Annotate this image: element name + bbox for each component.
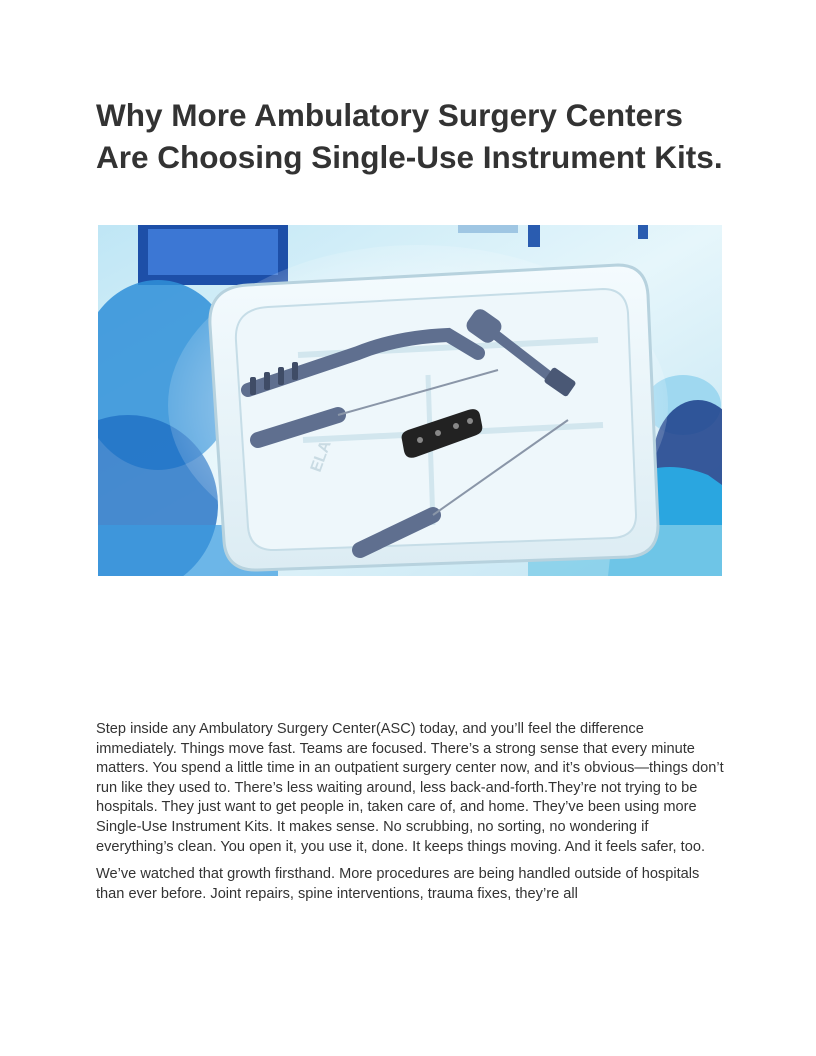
article-paragraph-1: Step inside any Ambulatory Surgery Center(ASC) today, and you’ll feel the difference immediately. Things move fast. Teams are focused. There’s a strong sense that every minute matters. You spend a little time in an outpatient surgery center now, and it’s obvious—things don’t run like they used to. There’s less waiting around, less back-and-forth.They’re not trying to be hospitals. They just want to get people in, taken care of, and home. They’ve been using more Single-Use Instrument Kits. It makes sense. No scrubbing, no sorting, no wondering if everything’s clean. You open it, you use it, done. It keeps things moving. And it feels safer, too.	[96, 721, 724, 855]
surgical-tray-illustration	[98, 225, 722, 576]
hero-image	[98, 225, 722, 576]
lamp-shape	[528, 225, 540, 247]
article-body	[96, 720, 726, 912]
article-title: Why More Ambulatory Surgery Centers Are Choosing Single-Use Instrument Kits.	[96, 97, 723, 175]
article-paragraph-2: We’ve watched that growth firsthand. More procedures are being handled outside of hospitals than ever before. Joint repairs, spine interventions, trauma fixes, they’re all	[96, 866, 700, 902]
tray-label: ELA	[307, 438, 335, 475]
